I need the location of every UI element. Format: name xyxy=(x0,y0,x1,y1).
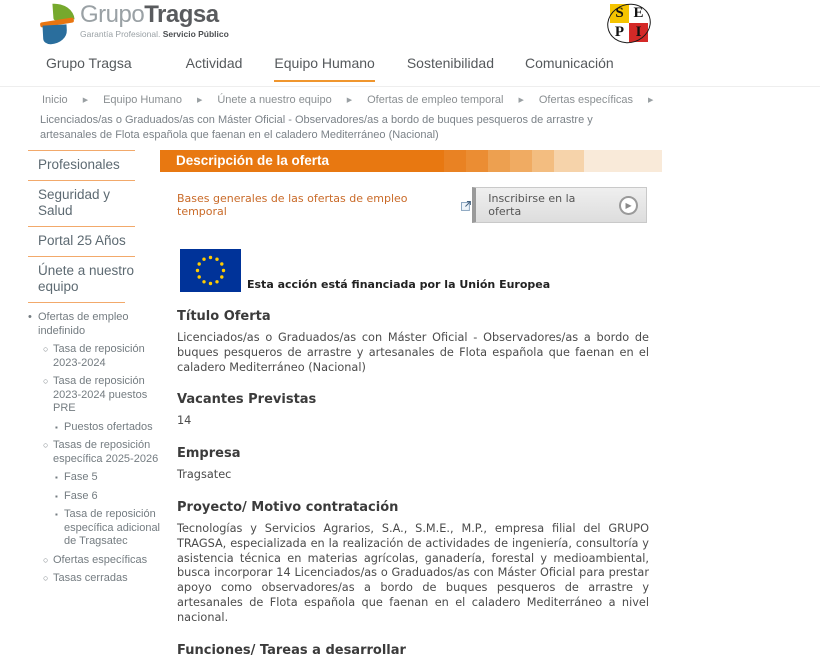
eu-funding-caption: Esta acción está financiada por la Unión Europea xyxy=(247,278,551,291)
section-body-titulo-oferta: Licenciados/as o Graduados/as con Máster Oficial - Observadores/as a bordo de buques pesqueros de arrastre y artesanales de Flota española que faenan en el caladero Mediterráneo (Nacional) xyxy=(177,331,649,374)
inscribirse-label: Inscribirse en la oferta xyxy=(488,192,576,218)
inscribirse-button[interactable] xyxy=(472,187,647,223)
offer-sections xyxy=(177,309,649,658)
bases-generales-link[interactable] xyxy=(177,192,472,218)
arrow-circle-icon: ▶ xyxy=(619,196,638,215)
bullet-icon: ○ xyxy=(43,573,49,583)
breadcrumb-inicio[interactable]: Inicio xyxy=(42,94,68,106)
nav-grupo-tragsa[interactable]: Grupo Tragsa xyxy=(46,55,132,71)
sidebar-tree-ofertas-indefinido[interactable] xyxy=(28,311,160,338)
bullet-icon: ○ xyxy=(43,376,49,386)
breadcrumb-arrow-icon: ▶ xyxy=(346,97,353,104)
sidebar-tree-fase-5[interactable] xyxy=(55,471,160,485)
external-link-icon xyxy=(461,200,472,211)
tree-label: Tasas de reposición específica 2025-2026 xyxy=(53,439,159,465)
sidebar-item-portal-25[interactable]: Portal 25 Años xyxy=(28,226,135,256)
tree-label: Tasa de reposición 2023-2024 puestos PRE xyxy=(53,375,148,414)
tree-label: Ofertas de empleo indefinido xyxy=(38,311,129,337)
section-heading-proyecto: Proyecto/ Motivo contratación xyxy=(177,499,399,515)
nav-sostenibilidad[interactable]: Sostenibilidad xyxy=(406,55,494,71)
site-header xyxy=(0,0,820,87)
main-nav xyxy=(46,55,614,82)
sepi-logo[interactable] xyxy=(607,3,651,43)
sidebar-item-unete-equipo[interactable]: Únete a nuestro equipo xyxy=(28,256,135,302)
tree-label: Tasas cerradas xyxy=(53,572,128,584)
eu-flag-icon xyxy=(180,249,241,292)
nav-equipo-humano[interactable]: Equipo Humano xyxy=(274,55,374,82)
offer-toolbar xyxy=(160,187,662,223)
logo-tagline-bold: Servicio Público xyxy=(162,29,229,39)
sidebar-tree-tasas-2025-2026[interactable] xyxy=(43,439,160,466)
bullet-icon: ▪ xyxy=(55,422,58,432)
logo-word-grupo: Grupo xyxy=(80,1,145,28)
logo-hull-shape xyxy=(43,24,68,44)
sidebar-tree-tasa-2023-2024[interactable] xyxy=(43,343,160,370)
eu-funding-row xyxy=(180,249,662,292)
sepi-letter-p: P xyxy=(614,24,625,40)
breadcrumb-arrow-icon: ▶ xyxy=(518,97,524,104)
bullet-icon: • xyxy=(28,311,32,323)
content-layout xyxy=(0,150,820,665)
logo-word-tragsa: Tragsa xyxy=(144,1,219,28)
breadcrumb-ofertas-especificas[interactable]: Ofertas específicas xyxy=(538,94,634,106)
breadcrumb-ofertas-temporal[interactable]: Ofertas de empleo temporal xyxy=(367,94,504,106)
bullet-icon: ▪ xyxy=(55,510,58,519)
sidebar-tree-tasa-2023-2024-pre[interactable] xyxy=(43,375,160,416)
tree-label: Ofertas específicas xyxy=(53,553,148,566)
sidebar-divider xyxy=(28,302,125,311)
tree-label: Tasa de reposición específica adicional de Tragsatec xyxy=(64,508,161,547)
grupo-tragsa-logo[interactable] xyxy=(40,3,229,45)
section-heading-next-clipped: Funciones/ Tareas a desarrollar xyxy=(177,642,406,658)
offer-banner-title: Descripción de la oferta xyxy=(160,150,662,172)
breadcrumb-arrow-icon: ▶ xyxy=(648,97,654,104)
sidebar-item-profesionales[interactable]: Profesionales xyxy=(28,150,135,180)
sidebar-tree-tasas-cerradas[interactable] xyxy=(43,572,160,586)
offer-main xyxy=(160,150,662,665)
sidebar-item-seguridad-salud[interactable]: Seguridad y Salud xyxy=(28,180,135,226)
bases-generales-label: Bases generales de las ofertas de empleo temporal xyxy=(177,192,408,218)
section-body-proyecto: Tecnologías y Servicios Agrarios, S.A., S.M.E., M.P., empresa filial del GRUPO TRAGSA, especializada en la realización de actividades de ingeniería, consultoría y asistencia técnica en materias agrícolas, ganadería, forestal y medioambiental, busca incorporar 14 Licenciados/as o Graduados/as con Máster Oficial para prestar apoyo como observadores/as a bordo de buques pesqueros de arrastre y artesanales de Flota española que faenan en el caladero Mediterráneo a nivel nacional. xyxy=(177,521,649,624)
sidebar-tree-puestos-ofertados[interactable] xyxy=(55,421,160,435)
bullet-icon: ○ xyxy=(43,440,49,450)
tragsa-logo-icon xyxy=(40,3,76,45)
nav-comunicacion[interactable]: Comunicación xyxy=(525,55,614,71)
logo-text xyxy=(80,3,229,39)
breadcrumb-unete[interactable]: Únete a nuestro equipo xyxy=(217,94,332,106)
bullet-icon: ○ xyxy=(43,344,49,354)
sidebar-tree-fase-6[interactable] xyxy=(55,490,160,504)
sepi-letter-i: I xyxy=(629,23,648,42)
bullet-icon: ▪ xyxy=(55,491,58,501)
breadcrumb-arrow-icon: ▶ xyxy=(82,97,89,104)
tree-label: Fase 5 xyxy=(64,471,98,483)
section-heading-titulo-oferta: Título Oferta xyxy=(177,309,271,324)
breadcrumb-arrow-icon: ▶ xyxy=(196,97,203,104)
breadcrumb xyxy=(42,94,820,106)
section-heading-empresa: Empresa xyxy=(177,446,241,462)
sidebar-tree-ofertas-especificas[interactable] xyxy=(43,554,160,568)
nav-actividad[interactable]: Actividad xyxy=(185,55,243,71)
sepi-letter-s: S xyxy=(610,4,629,23)
tree-label: Puestos ofertados xyxy=(64,420,153,433)
logo-tagline-gray: Garantía Profesional. xyxy=(80,29,163,39)
tree-label: Tasa de reposición 2023-2024 xyxy=(53,343,145,369)
section-body-empresa: Tragsatec xyxy=(177,468,232,482)
section-body-vacantes: 14 xyxy=(177,414,192,428)
page-title: Licenciados/as o Graduados/as con Máster Oficial - Observadores/as a bordo de buques pesqueros de arrastre y artesanales de Flota española que faenan en el caladero Mediterráneo (Nacional) xyxy=(40,114,593,141)
tree-label: Fase 6 xyxy=(64,489,98,502)
sidebar xyxy=(0,150,160,665)
section-heading-vacantes: Vacantes Previstas xyxy=(177,392,317,408)
breadcrumb-equipo-humano[interactable]: Equipo Humano xyxy=(103,94,182,106)
sidebar-tree-tasa-adicional-tragsatec[interactable] xyxy=(55,508,160,549)
bullet-icon: ▪ xyxy=(55,473,58,482)
sepi-letter-e: E xyxy=(633,5,644,21)
bullet-icon: ○ xyxy=(43,554,49,565)
